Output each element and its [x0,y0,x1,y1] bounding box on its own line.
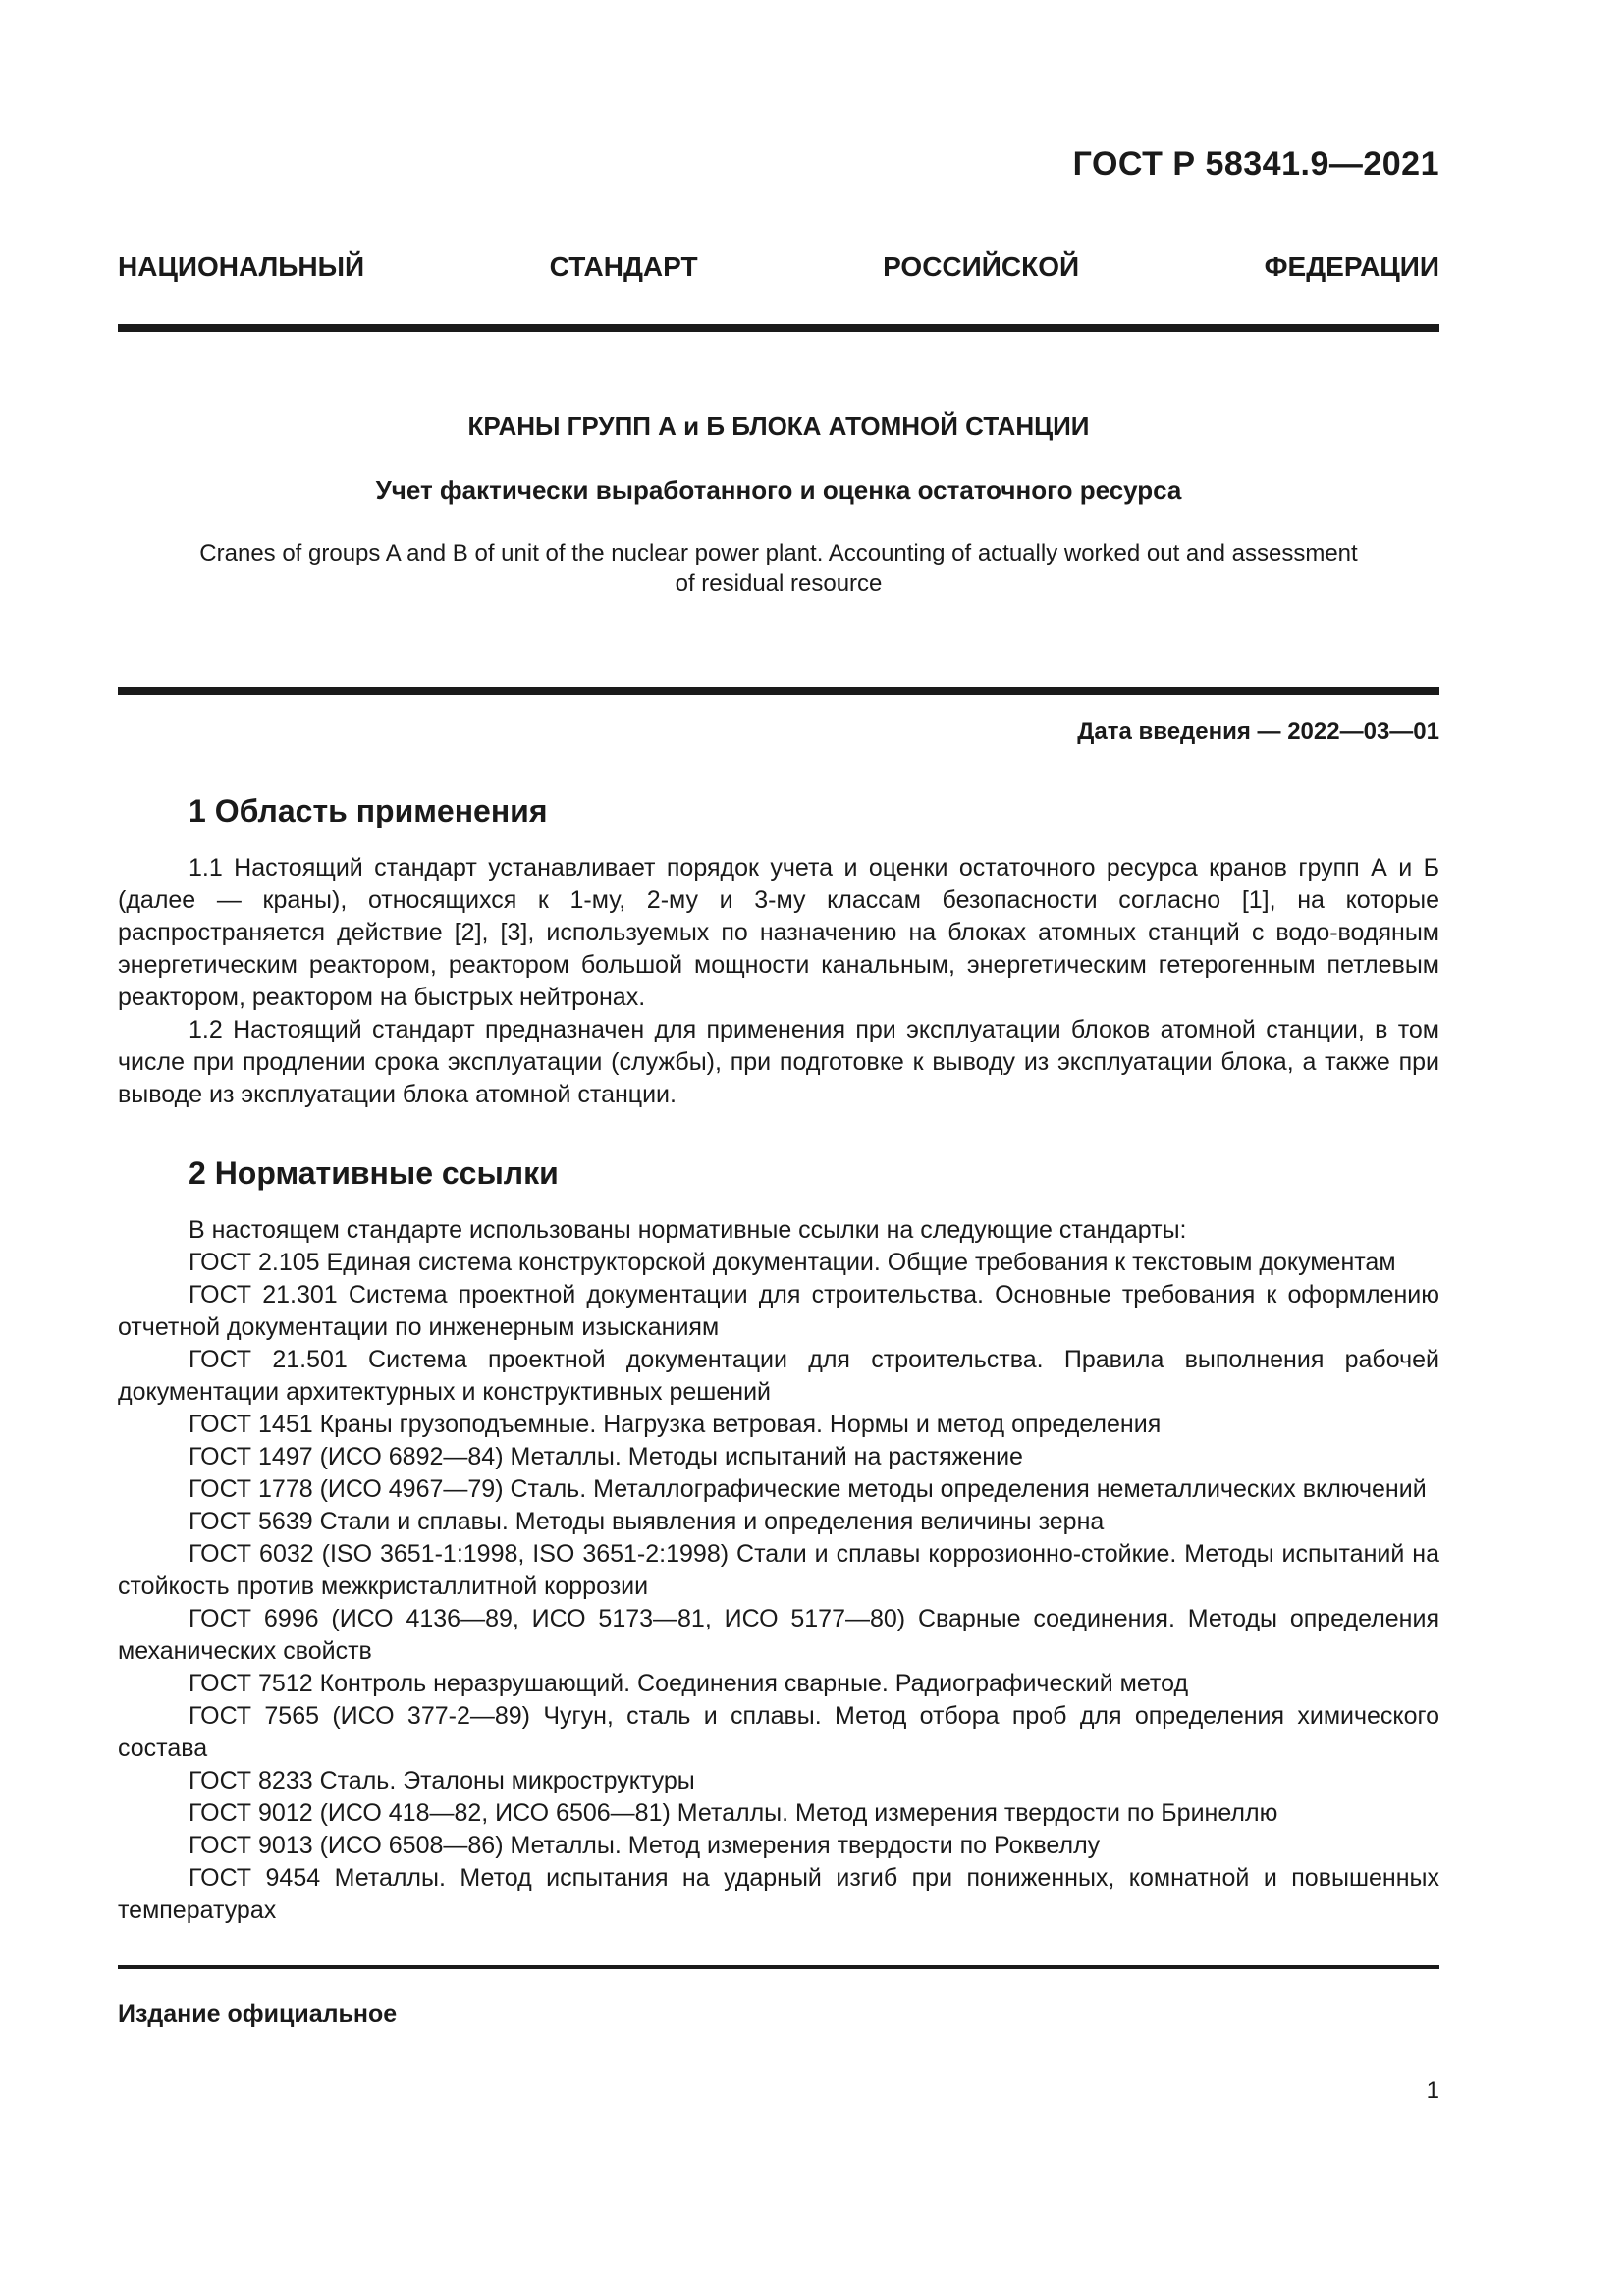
reference-item: ГОСТ 21.301 Система проектной документации для строительства. Основные требования к оформлению отчетной документации по инженерным изысканиям [118,1281,1439,1341]
section-1-heading: 1 Область применения [189,793,548,828]
title-divider [118,687,1439,695]
reference-item: ГОСТ 1778 (ИСО 4967—79) Сталь. Металлографические методы определения неметаллических включений [189,1475,1427,1503]
reference-item: ГОСТ 2.105 Единая система конструкторской документации. Общие требования к текстовым документам [189,1249,1396,1276]
paragraph: 1.1 Настоящий стандарт устанавливает порядок учета и оценки остаточного ресурса кранов групп А и Б (далее — краны), относящихся к 1-му, 2-му и 3-му классам безопасности согласно [1], на которые распространяется действие [2], [3], используемых по назначению на блоках атомных станций с водо-водяным энергетическим реактором, реактором большой мощности канальным, энергетическим гетерогенным петлевым реактором, реактором на быстрых нейтронах. [118,854,1439,1011]
introduction-date: Дата введения — 2022—03—01 [1077,719,1439,745]
reference-item: ГОСТ 9454 Металлы. Метод испытания на ударный изгиб при пониженных, комнатной и повышенных температурах [118,1864,1439,1924]
paragraph: 1.2 Настоящий стандарт предназначен для применения при эксплуатации блоков атомной станции, в том числе при продлении срока эксплуатации (службы), при подготовке к выводу из эксплуатации блока, а также при выводе из эксплуатации блока атомной станции. [118,1016,1439,1108]
section-2-heading: 2 Нормативные ссылки [189,1155,559,1191]
header-divider [118,324,1439,332]
banner-word: ФЕДЕРАЦИИ [1264,251,1439,282]
banner-word: НАЦИОНАЛЬНЫЙ [118,251,365,282]
english-title-line: Cranes of groups A and B of unit of the nuclear power plant. Accounting of actually worked out and assessment [199,540,1358,566]
english-title-line: of residual resource [675,570,883,597]
reference-item: ГОСТ 6996 (ИСО 4136—89, ИСО 5173—81, ИСО 5177—80) Сварные соединения. Методы определения механических свойств [118,1605,1439,1665]
document-page [118,0,1439,2296]
banner-word: СТАНДАРТ [549,251,698,282]
reference-item: ГОСТ 1451 Краны грузоподъемные. Нагрузка ветровая. Нормы и метод определения [189,1411,1162,1438]
reference-item: ГОСТ 5639 Стали и сплавы. Методы выявления и определения величины зерна [189,1508,1105,1535]
section-1-body [118,852,1439,1111]
reference-item: ГОСТ 8233 Сталь. Эталоны микроструктуры [189,1767,695,1794]
reference-item: ГОСТ 6032 (ISO 3651-1:1998, ISO 3651-2:1998) Стали и сплавы коррозионно-стойкие. Методы испытаний на стойкость против межкристаллитной коррозии [118,1540,1439,1600]
english-title [118,538,1439,599]
banner-word: РОССИЙСКОЙ [883,251,1080,282]
reference-item: ГОСТ 9013 (ИСО 6508—86) Металлы. Метод измерения твердости по Роквеллу [189,1832,1101,1859]
reference-item: ГОСТ 9012 (ИСО 418—82, ИСО 6506—81) Металлы. Метод измерения твердости по Бринеллю [189,1799,1278,1827]
reference-item: ГОСТ 21.501 Система проектной документации для строительства. Правила выполнения рабочей документации архитектурных и конструктивных решений [118,1346,1439,1406]
document-id: ГОСТ Р 58341.9—2021 [1072,145,1439,183]
page-number: 1 [1426,2077,1439,2104]
reference-item: ГОСТ 1497 (ИСО 6892—84) Металлы. Методы испытаний на растяжение [189,1443,1023,1470]
footer-divider [118,1965,1439,1969]
official-edition-label: Издание официальное [118,2001,398,2028]
reference-item: ГОСТ 7565 (ИСО 377-2—89) Чугун, сталь и сплавы. Метод отбора проб для определения химического состава [118,1702,1439,1762]
document-title: КРАНЫ ГРУПП А и Б БЛОКА АТОМНОЙ СТАНЦИИ [467,411,1090,441]
standard-banner [118,251,1439,283]
reference-item: ГОСТ 7512 Контроль неразрушающий. Соединения сварные. Радиографический метод [189,1670,1189,1697]
paragraph: В настоящем стандарте использованы нормативные ссылки на следующие стандарты: [189,1216,1187,1244]
document-subtitle: Учет фактически выработанного и оценка остаточного ресурса [375,475,1182,505]
section-2-body [118,1214,1439,1927]
